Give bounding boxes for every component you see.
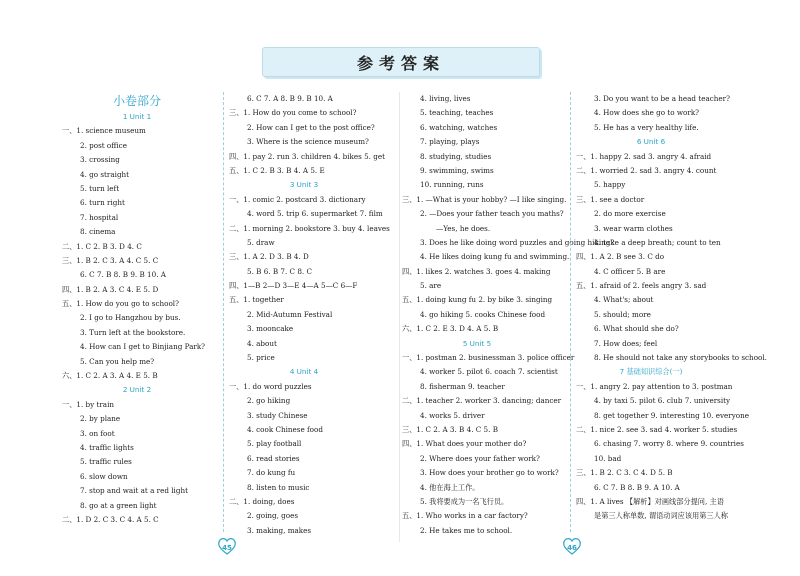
answer-line: 6. What should she do? [594,324,679,334]
answer-line: 8. studying, studies [420,151,492,161]
answer-line: 5. price [247,353,275,363]
column-divider [223,92,224,532]
answer-line: 一、1. by train [62,399,115,409]
answer-line: 4. about [247,338,277,348]
page-number-right [561,536,583,556]
answer-line: 4. traffic lights [80,442,134,452]
unit-heading: 3 Unit 3 [289,180,319,190]
answer-line: 4. 他在海上工作。 [420,482,480,492]
answer-line: 2. going, goes [247,511,299,521]
answer-line: 4. take a deep breath; count to ten [594,237,721,247]
answer-line: 二、1. teacher 2. worker 3. dancing; dancer [402,396,562,406]
answer-line: 2. post office [80,140,127,150]
answer-line: 4. worker 5. pilot 6. coach 7. scientist [420,367,558,377]
answer-line: 五、1. Who works in a car factory? [402,511,528,521]
answer-line: 四、1. A 2. B see 3. C do [576,252,665,262]
answer-line: 二、1. morning 2. bookstore 3. buy 4. leaves [229,223,390,233]
answer-line: 4. How does she go to work? [594,108,700,118]
answer-line: 8. listen to music [247,482,310,492]
answer-line: 5. are [420,281,442,291]
answer-line: 10. running, runs [420,180,484,190]
unit-heading: 4 Unit 4 [289,367,319,377]
unit-heading: 7 基础知识综合(一) [619,367,683,377]
answer-line: 6. turn right [80,198,125,208]
answer-line: 8. go at a green light [80,500,157,510]
answer-line: 6. C 7. B 8. B 9. B 10. A [80,270,166,280]
answer-line: 3. Does he like doing word puzzles and going hiking? [420,237,615,247]
answer-line: 5. draw [247,237,275,247]
answer-line: 3. study Chinese [247,410,308,420]
answer-line: 六、1. C 2. E 3. D 4. A 5. B [402,324,499,334]
answer-line: 二、1. worried 2. sad 3. angry 4. count [576,165,717,175]
column-2 [229,92,390,538]
answer-line: 五、1. together [229,295,284,305]
answer-line: 4. word 5. trip 6. supermarket 7. film [247,209,383,219]
column-1 [62,92,212,527]
page-number-text: 45 [222,544,232,552]
answer-line: —Yes, he does. [436,223,491,233]
answer-line: 2. do more exercise [594,209,666,219]
answer-line: 四、1. What does your mother do? [402,439,527,449]
answer-line: 6. read stories [247,453,300,463]
answer-line: 3. Do you want to be a head teacher? [594,94,730,103]
answer-line: 5. should; more [594,309,651,319]
unit-heading: 2 Unit 2 [122,385,152,395]
answer-line: 4. works 5. driver [420,410,485,420]
answer-line: 7. do kung fu [247,468,296,478]
answer-line: 四、1. A lives 【解析】对画线部分提问, 主语 [576,496,724,506]
answer-line: 2. How can I get to the post office? [247,122,375,132]
answer-line: 4. cook Chinese food [247,424,323,434]
answer-line: 8. He should not take any storybooks to school. [594,353,767,363]
answer-line: 5. play football [247,439,302,449]
answer-line: 4. C officer 5. B are [594,266,666,276]
answer-line: 4. by taxi 5. pilot 6. club 7. university [594,396,731,406]
answer-line: 3. Turn left at the bookstore. [80,327,186,337]
answer-line: 3. on foot [80,428,115,438]
answer-line: 5. happy [594,180,626,190]
answer-line: 8. cinema [80,227,116,237]
answer-line: 四、1. likes 2. watches 3. goes 4. making [402,266,551,276]
answer-line: 二、1. C 2. B 3. D 4. C [62,241,142,251]
answer-line: 三、1. see a doctor [576,194,645,204]
page-fold-line [399,92,400,542]
unit-heading: 5 Unit 5 [462,338,492,348]
answer-line: 2. Where does your father work? [420,453,540,463]
answer-line: 一、1. comic 2. postcard 3. dictionary [229,194,366,204]
answer-line: 5. turn left [80,183,120,193]
answer-line: 五、1. afraid of 2. feels angry 3. sad [576,281,707,291]
answer-line: 2. go hiking [247,396,291,406]
answer-line: 9. swimming, swims [420,165,494,175]
answer-line: 7. hospital [80,212,119,222]
unit-heading: 1 Unit 1 [122,112,152,121]
answer-line: 四、1—B 2—D 3—E 4—A 5—C 6—F [229,281,358,291]
answer-line: 3. making, makes [247,525,312,535]
answer-line: 四、1. pay 2. run 3. children 4. bikes 5. get [229,151,385,161]
answer-line: 三、1. How do you come to school? [229,108,357,118]
answer-line: 3. How does your brother go to work? [420,468,559,478]
answer-line: 一、1. postman 2. businessman 3. police officer [402,353,575,363]
page-number-text: 46 [567,544,577,552]
answer-line: 4. How can I get to Binjiang Park? [80,342,206,352]
answer-line: 三、1. A 2. D 3. B 4. D [229,252,309,262]
answer-line: 3. wear warm clothes [594,223,673,233]
answer-line: 5. teaching, teaches [420,108,494,118]
answer-line: 五、1. How do you go to school? [62,299,179,309]
answer-line: 6. slow down [80,471,128,481]
answer-line: 二、1. nice 2. see 3. sad 4. worker 5. studies [576,424,738,434]
page-number-left [216,536,238,556]
answer-line: 4. go straight [80,169,130,179]
column-4 [576,92,767,524]
answer-line: 7. stop and wait at a red light [80,486,188,496]
answer-line: 5. traffic rules [80,457,132,467]
answer-line: 三、1. B 2. C 3. A 4. C 5. C [62,255,159,265]
unit-heading: 6 Unit 6 [636,137,666,147]
answer-line: 2. by plane [80,414,121,424]
answer-line: 7. How does; feel [594,338,658,348]
answer-line: 三、1. B 2. C 3. C 4. D 5. B [576,468,673,478]
answer-line: 4. go hiking 5. cooks Chinese food [420,309,546,319]
answer-line: 2. I go to Hangzhou by bus. [80,313,181,323]
answer-line: 一、1. angry 2. pay attention to 3. postman [576,381,733,391]
answer-line: 五、1. doing kung fu 2. by bike 3. singing [402,295,553,305]
section-heading: 小卷部分 [112,94,161,108]
answer-line: 五、1. C 2. B 3. B 4. A 5. E [229,165,325,175]
answer-line: 二、1. doing, does [229,496,295,506]
answer-line: 三、1. —What is your hobby? —I like singing. [402,194,567,204]
answer-line: 5. 我将要成为一名飞行员。 [420,496,509,506]
answer-line: 三、1. C 2. A 3. B 4. C 5. B [402,424,498,434]
answer-line: 一、1. happy 2. sad 3. angry 4. afraid [576,151,712,161]
answer-line: 3. mooncake [247,324,294,334]
answer-line: 7. playing, plays [420,137,480,147]
answer-line: 3. crossing [80,155,120,165]
answer-line: 二、1. D 2. C 3. C 4. A 5. C [62,514,159,524]
answer-line: 8. get together 9. interesting 10. everyone [594,410,750,420]
answer-line: 一、1. do word puzzles [229,381,312,391]
answer-line: 6. chasing 7. worry 8. where 9. countries [594,439,744,449]
answer-line: 一、1. science museum [62,126,146,136]
answer-line: 6. watching, watches [420,122,498,132]
answer-line: 3. Where is the science museum? [247,137,369,147]
answer-line: 6. C 7. A 8. B 9. B 10. A [247,94,333,103]
answer-line: 4. What's; about [594,295,654,305]
answer-line: 四、1. B 2. A 3. C 4. E 5. D [62,284,159,294]
answer-line: 5. B 6. B 7. C 8. C [247,266,312,276]
answer-line: 5. Can you help me? [80,356,155,366]
column-divider [570,92,571,532]
answer-line: 4. He likes doing kung fu and swimming. [420,252,570,262]
answer-line: 4. living, lives [420,94,471,103]
answer-line: 是第三人称单数, 谓语动词应该用第三人称 [594,511,728,521]
answer-line: 8. fisherman 9. teacher [420,381,505,391]
answer-line: 5. He has a very healthy life. [594,122,699,132]
answer-line: 6. C 7. B 8. B 9. A 10. A [594,482,680,492]
answer-line: 10. bad [594,453,622,463]
answer-line: 2. —Does your father teach you maths? [420,209,564,219]
answer-line: 2. He takes me to school. [420,525,513,535]
answer-line: 2. Mid-Autumn Festival [247,309,333,319]
answer-key-title: 参考答案 [262,47,540,77]
answer-line: 六、1. C 2. A 3. A 4. E 5. B [62,371,158,381]
